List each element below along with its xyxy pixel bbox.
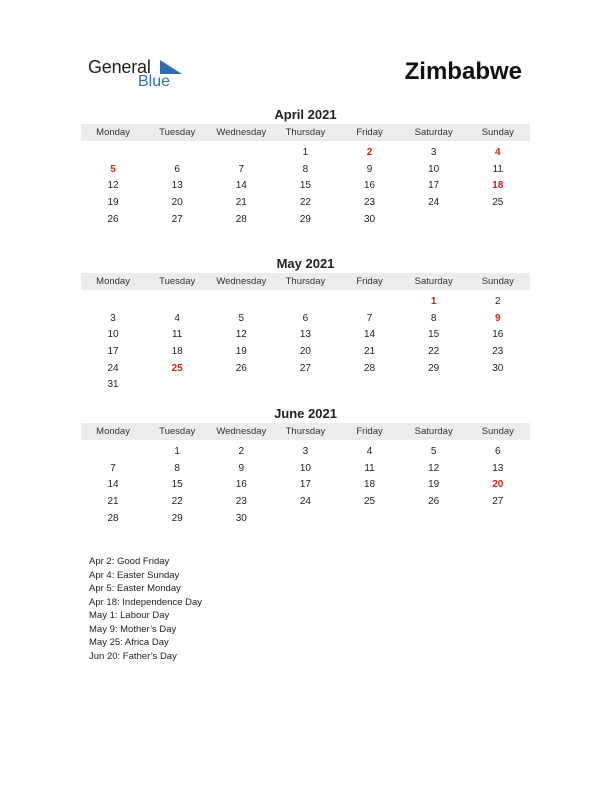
day-cell: 19: [235, 345, 247, 357]
day-cell: 13: [492, 462, 504, 474]
weekday-label: Friday: [356, 426, 383, 437]
day-cell: 23: [235, 495, 247, 507]
day-cell: 14: [107, 479, 119, 491]
day-cell: 8: [302, 163, 309, 175]
day-cell: 13: [299, 329, 311, 341]
day-cell: 6: [302, 312, 309, 324]
weekday-label: Monday: [96, 426, 130, 437]
day-cell: 26: [428, 495, 440, 507]
day-cell: 20: [299, 345, 311, 357]
month-june: [81, 405, 530, 526]
day-cell: 19: [107, 196, 119, 208]
day-cell: 21: [364, 345, 376, 357]
day-cell: 9: [238, 462, 245, 474]
day-cell: 24: [428, 196, 440, 208]
week-row: [81, 376, 530, 393]
weekday-label: Friday: [356, 276, 383, 287]
day-cell: 7: [366, 312, 373, 324]
day-cell: 4: [495, 146, 501, 158]
day-cell: 12: [428, 462, 440, 474]
week-row: [81, 460, 530, 477]
holiday-item: Jun 20: Father’s Day: [89, 650, 177, 662]
week-row: [81, 310, 530, 327]
day-cell: 15: [428, 329, 440, 341]
day-cell: 11: [171, 329, 183, 341]
day-cell: 1: [430, 295, 437, 307]
day-cell: 21: [107, 495, 119, 507]
day-cell: 22: [428, 345, 440, 357]
weekday-label: Sunday: [481, 426, 514, 437]
logo-text-general: General: [88, 57, 151, 77]
day-cell: 3: [430, 146, 437, 158]
day-cell: 14: [235, 180, 247, 192]
day-cell: 23: [364, 196, 376, 208]
month-may: [81, 255, 530, 393]
day-cell: 25: [364, 495, 376, 507]
weekday-label: Tuesday: [159, 426, 196, 437]
weekday-label: Saturday: [414, 127, 453, 138]
day-cell: 26: [107, 213, 119, 225]
day-cell: 25: [492, 196, 504, 208]
day-cell: 23: [492, 345, 504, 357]
weekday-header: [81, 124, 530, 141]
day-cell: 30: [492, 362, 504, 374]
day-cell: 11: [364, 462, 375, 474]
day-cell: 16: [492, 329, 504, 341]
week-row: [81, 360, 530, 377]
day-cell: 14: [364, 329, 376, 341]
day-cell: 7: [110, 462, 116, 474]
day-cell: 12: [107, 180, 119, 192]
day-cell: 5: [238, 312, 245, 324]
day-cell: 6: [174, 163, 180, 175]
week-row: [81, 343, 530, 360]
weekday-label: Saturday: [414, 426, 453, 437]
day-cell: 19: [428, 479, 440, 491]
month-title: May 2021: [276, 256, 335, 271]
day-cell: 18: [171, 345, 183, 357]
day-cell: 5: [430, 445, 437, 457]
month-title: April 2021: [274, 107, 337, 122]
day-cell: 3: [110, 312, 116, 324]
weekday-label: Monday: [96, 127, 130, 138]
day-cell: 27: [299, 362, 311, 374]
week-row: [81, 510, 530, 527]
day-cell: 16: [235, 479, 247, 491]
week-row: [81, 177, 530, 194]
day-cell: 15: [171, 479, 183, 491]
generalblue-logo: [88, 54, 198, 94]
day-cell: 3: [302, 445, 309, 457]
day-cell: 18: [364, 479, 376, 491]
week-row: [81, 443, 530, 460]
day-cell: 28: [364, 362, 376, 374]
holiday-item: May 25: Africa Day: [89, 637, 169, 648]
week-row: [81, 194, 530, 211]
weekday-label: Thursday: [285, 276, 326, 287]
month-april: [81, 106, 530, 227]
holiday-list: [89, 555, 202, 663]
week-row: [81, 493, 530, 510]
weekday-label: Monday: [96, 276, 130, 287]
day-cell: 2: [366, 146, 373, 158]
logo-text-blue: Blue: [138, 73, 171, 90]
day-cell: 1: [302, 146, 309, 158]
day-cell: 28: [235, 213, 247, 225]
day-cell: 21: [235, 196, 247, 208]
week-row: [81, 211, 530, 228]
day-grid: [81, 141, 530, 227]
day-cell: 20: [171, 196, 183, 208]
week-row: [81, 476, 530, 493]
weekday-label: Sunday: [481, 127, 514, 138]
weekday-label: Tuesday: [159, 127, 196, 138]
day-cell: 22: [299, 196, 311, 208]
day-cell: 10: [428, 163, 440, 175]
day-cell: 15: [299, 180, 311, 192]
week-row: [81, 293, 530, 310]
holiday-item: Apr 2: Good Friday: [89, 556, 170, 567]
weekday-label: Thursday: [285, 426, 326, 437]
day-cell: 10: [299, 462, 311, 474]
day-cell: 10: [107, 329, 119, 341]
day-cell: 28: [107, 512, 119, 524]
day-cell: 12: [235, 329, 247, 341]
logo-triangle-icon: [160, 60, 182, 74]
day-cell: 11: [492, 163, 503, 175]
weekday-header: [81, 273, 530, 290]
holiday-item: May 9: Mother’s Day: [89, 623, 177, 635]
day-cell: 31: [107, 379, 119, 391]
day-cell: 17: [107, 345, 119, 357]
day-cell: 2: [495, 295, 501, 307]
day-cell: 1: [174, 445, 180, 457]
weekday-header: [81, 423, 530, 440]
day-cell: 24: [299, 495, 311, 507]
weekday-label: Saturday: [414, 276, 453, 287]
day-cell: 24: [107, 362, 119, 374]
day-grid: [81, 290, 530, 393]
day-cell: 8: [430, 312, 437, 324]
day-cell: 6: [495, 445, 501, 457]
day-cell: 27: [492, 495, 504, 507]
month-title: June 2021: [274, 406, 337, 421]
day-cell: 22: [171, 495, 183, 507]
weekday-label: Tuesday: [159, 276, 196, 287]
day-cell: 5: [110, 163, 116, 175]
day-cell: 9: [495, 312, 501, 324]
day-cell: 29: [299, 213, 311, 225]
weekday-label: Wednesday: [216, 426, 267, 437]
day-cell: 17: [428, 180, 440, 192]
day-cell: 29: [171, 512, 183, 524]
day-cell: 13: [171, 180, 183, 192]
holiday-item: Apr 18: Independence Day: [89, 596, 203, 608]
weekday-label: Friday: [356, 127, 383, 138]
weekday-label: Wednesday: [216, 127, 267, 138]
day-cell: 25: [171, 362, 183, 374]
day-cell: 2: [238, 445, 245, 457]
day-cell: 16: [364, 180, 376, 192]
week-row: [81, 326, 530, 343]
day-cell: 18: [492, 180, 504, 192]
weekday-label: Sunday: [481, 276, 514, 287]
week-row: [81, 144, 530, 161]
weekday-label: Thursday: [285, 127, 326, 138]
day-cell: 17: [299, 479, 311, 491]
holiday-item: Apr 5: Easter Monday: [89, 583, 181, 594]
week-row: [81, 161, 530, 178]
holiday-item: May 1: Labour Day: [89, 610, 170, 621]
day-cell: 26: [235, 362, 247, 374]
day-grid: [81, 440, 530, 526]
day-cell: 20: [492, 479, 504, 491]
day-cell: 29: [428, 362, 440, 374]
day-cell: 4: [366, 445, 373, 457]
day-cell: 30: [364, 213, 376, 225]
day-cell: 8: [174, 462, 180, 474]
day-cell: 7: [238, 163, 245, 175]
day-cell: 27: [171, 213, 183, 225]
weekday-label: Wednesday: [216, 276, 267, 287]
day-cell: 4: [174, 312, 180, 324]
day-cell: 30: [235, 512, 247, 524]
country-title: Zimbabwe: [404, 58, 522, 85]
holiday-item: Apr 4: Easter Sunday: [89, 569, 180, 581]
day-cell: 9: [366, 163, 373, 175]
